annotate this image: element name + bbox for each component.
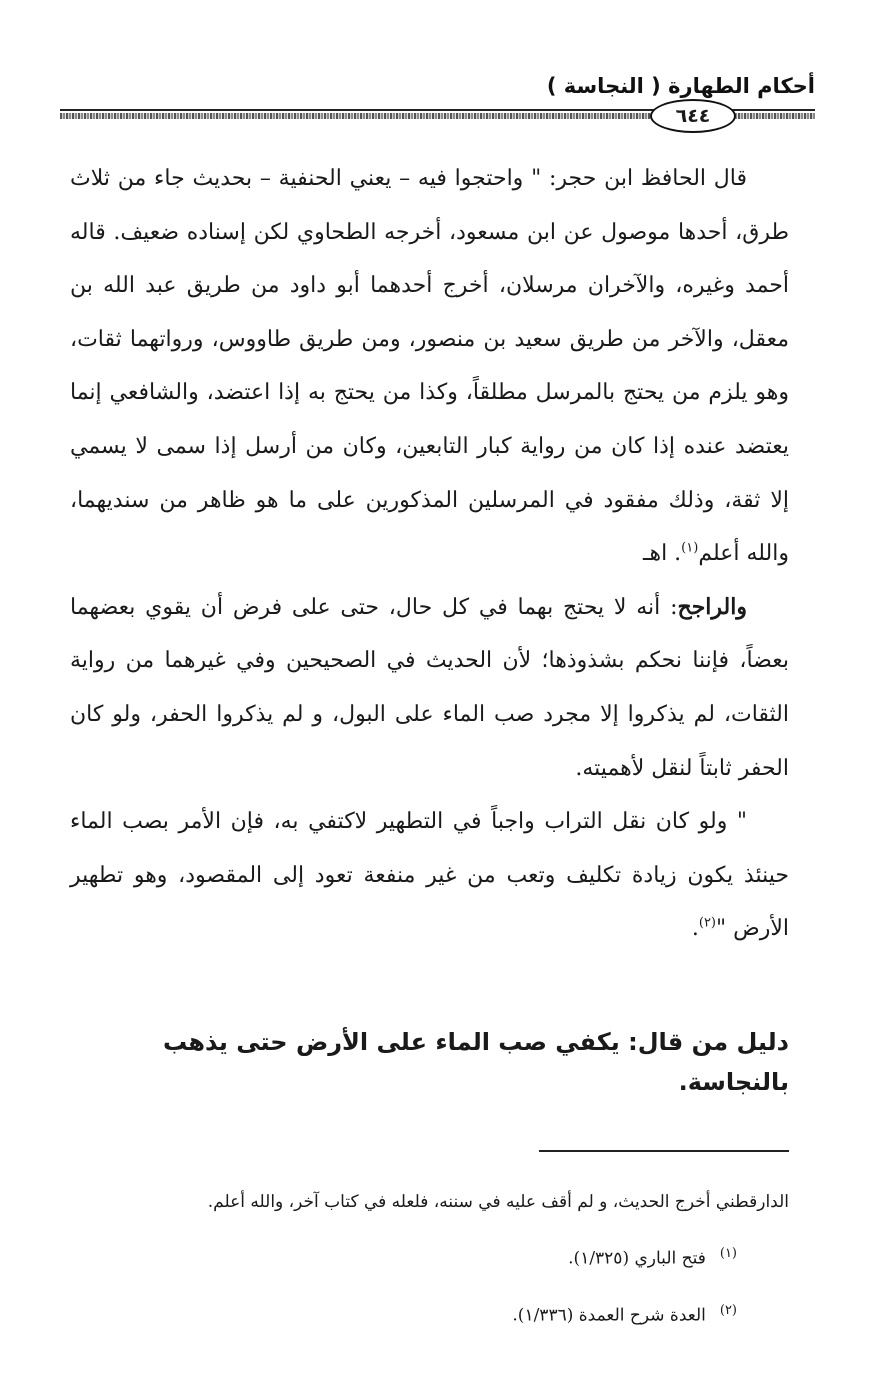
conclusion-text: : أنه لا يحتج بهما في كل حال، حتى على فرض أن يقوي بعضهما بعضاً، فإننا نحكم بشذوذها؛ لأن الحديث في الصحيحين وفي غيرهما من رواية الثقات، لم يذكروا إلا مجرد صب الماء على البول، و لم يذكروا الحفر، ولو كان الحفر ثابتاً لنقل لأهميته. [70,594,789,781]
paragraph-quote-text: قال الحافظ ابن حجر: " واحتجوا فيه – يعني الحنفية – بحديث جاء من ثلاث طرق، أحدها موصول عن ابن مسعود، أخرجه الطحاوي لكن إسناده ضعيف. قاله أحمد وغيره، والآخران مرسلان، أخرج أحدهما أبو داود من طريق عبد الله بن معقل، والآخر من طريق سعيد بن منصور، ومن طريق طاووس، ورواتهما ثقات، وهو يلزم من يحتج بالمرسل مطلقاً، وكذا من يحتج به إذا اعتضد، والشافعي إنما يعتضد عنده إذا كان من رواية كبار التابعين، وكان من أرسل إذا سمى لا يسمي إلا ثقة، وذلك مفقود في المرسلين المذكورين على ما هو ظاهر من سنديهما، والله أعلم [70,166,789,567]
book-title: أحكام الطهارة ( النجاسة ) [546,74,815,98]
footnote-ref-1: (١) [681,540,699,556]
main-text [70,152,789,956]
footnote-ref-2: (٢) [698,915,716,931]
footnote-mark: (٢) [719,1302,737,1318]
page-number: ٦٤٤ [650,99,736,133]
paragraph-conclusion [70,581,789,795]
footnote-mark: (١) [719,1246,737,1261]
page-header [60,68,815,128]
footnote-item [70,1285,789,1342]
footnote-carryover: الدارقطني أخرج الحديث، و لم أقف عليه في سننه، فلعله في كتاب آخر، والله أعلم. [207,1192,789,1212]
paragraph-quote [70,152,789,581]
footnote-text: فتح الباري (١/٣٢٥). [568,1248,706,1269]
section-heading: دليل من قال: يكفي صب الماء على الأرض حتى يذهب بالنجاسة. [162,1028,789,1096]
citation-text: " ولو كان نقل التراب واجباً في التطهير لاكتفي به، فإن الأمر بصب الماء حينئذ يكون زيادة تكليف وتعب من غير منفعة تعود إلى المقصود، وهو تطهير الأرض " [70,809,789,942]
citation-end: . [691,916,699,942]
conclusion-lead: والراجح [677,593,747,620]
footnote-item [70,1228,789,1285]
paragraph-quote-end: . اهـ [643,541,682,567]
paragraph-citation [70,795,789,956]
footnotes [70,1176,789,1341]
footnote-text: العدة شرح العمدة (١/٣٣٦). [512,1305,706,1326]
footnote-separator [539,1150,789,1152]
